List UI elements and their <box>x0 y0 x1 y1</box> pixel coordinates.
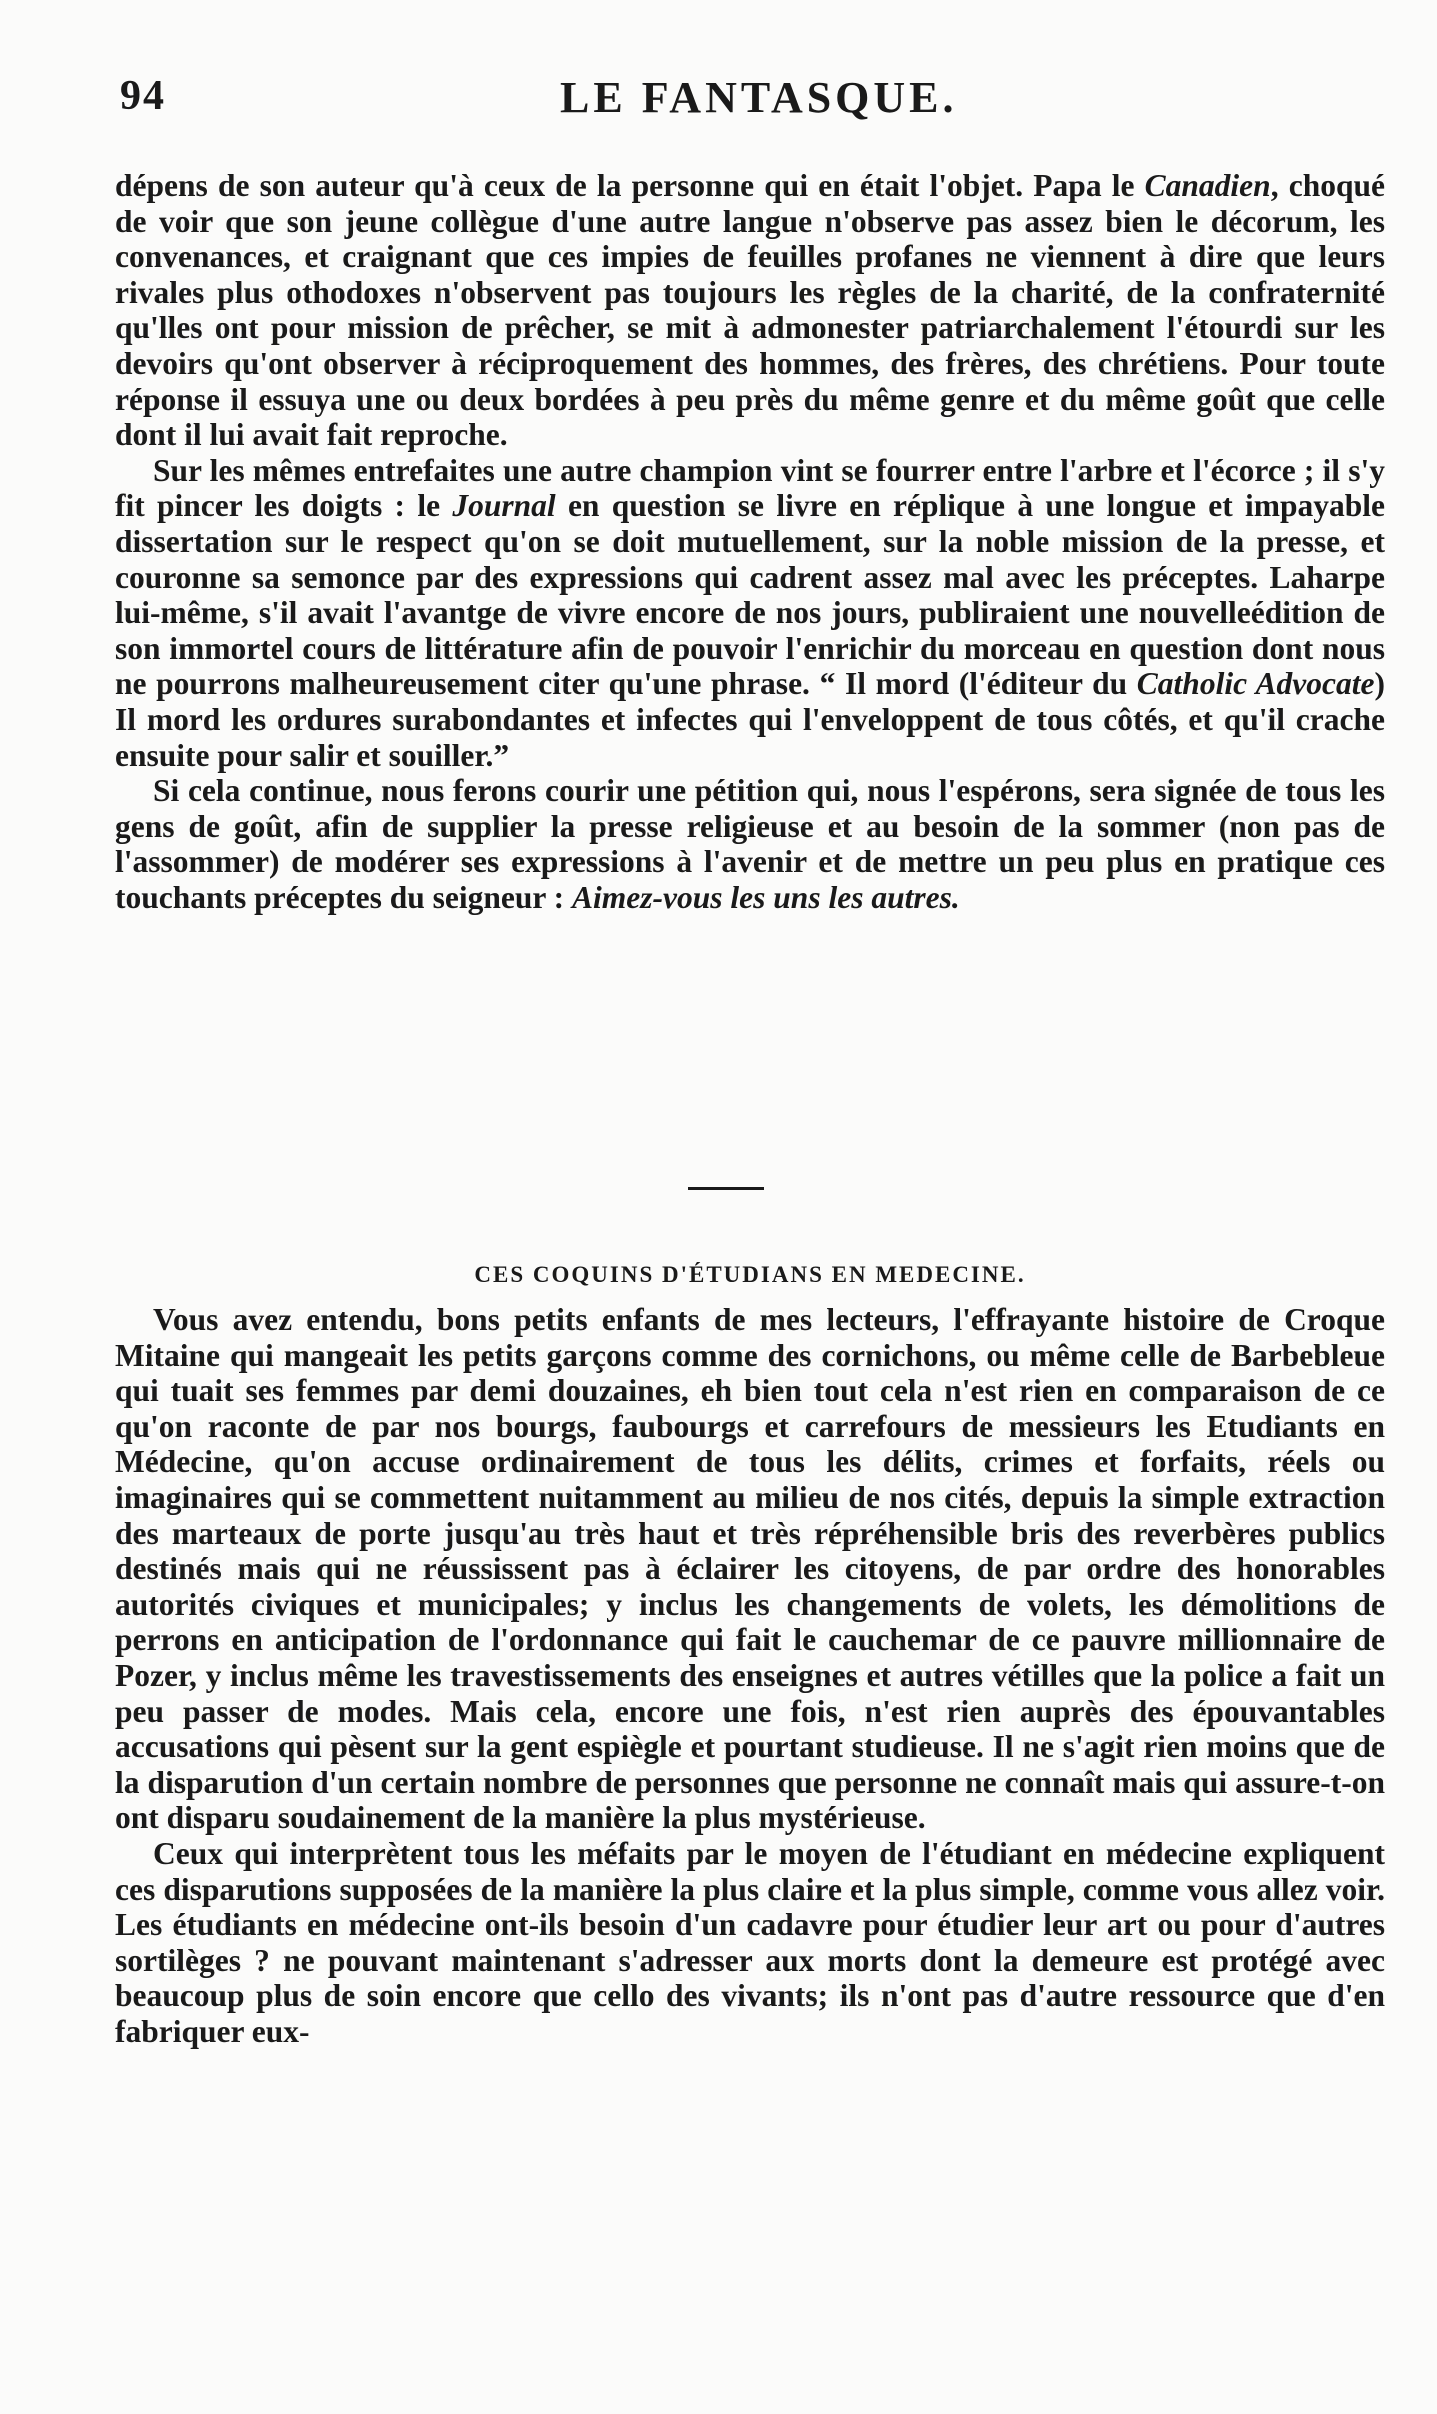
page-header <box>120 72 1350 142</box>
section-divider <box>688 1187 764 1190</box>
article-continued <box>115 168 1385 915</box>
paragraph: Si cela continue, nous ferons courir une pétition qui, nous l'espérons, sera signée de tous les gens de goût, afin de supplier la presse religieuse et au besoin de la sommer (non pas de l'assommer) de modérer ses expressions à l'avenir et de mettre un peu plus en pratique ces touchants préceptes du seigneur : Aimez-vous les uns les autres. <box>115 773 1385 915</box>
article-medical-students <box>115 1302 1385 2049</box>
paragraph: dépens de son auteur qu'à ceux de la personne qui en était l'objet. Papa le Canadien, choqué de voir que son jeune collègue d'une autre langue n'observe pas assez bien le décorum, les convenances, et craignant que ces impies de feuilles profanes ne viennent à dire que leurs rivales plus othodoxes n'observent pas toujours les règles de la charité, de la confraternité qu'lles ont pour mission de prêcher, se mit à admonester patriarchalement l'étourdi sur les devoirs qu'ont observer à réciproquement des hommes, des frères, des chrétiens. Pour toute réponse il essuya une ou deux bordées à peu près du même genre et du même goût que celle dont il lui avait fait reproche. <box>115 168 1386 453</box>
section-heading: CES COQUINS D'ÉTUDIANS EN MEDECINE. <box>474 1262 1026 1287</box>
paragraph: Vous avez entendu, bons petits enfants de mes lecteurs, l'effrayante histoire de Croque Mitaine qui mangeait les petits garçons comme des cornichons, ou même celle de Barbebleue qui tuait ses femmes par demi douzaines, eh bien tout cela n'est rien en comparaison de ce qu'on raconte de par nos bourgs, faubourgs et carrefours de messieurs les Etudiants en Médecine, qu'on accuse ordinairement de tous les délits, crimes et forfaits, réels ou imaginaires qui se commettent nuitamment au milieu de nos cités, depuis la simple extraction des marteaux de porte jusqu'au très haut et très répréhensible bris des reverbères publics destinés mais qui ne réussissent pas à éclairer les citoyens, de par ordre des honorables autorités civiques et municipales; y inclus les changements de volets, les démolitions de perrons en anticipation de l'ordonnance qui fait le cauchemar de ce pauvre millionnaire de Pozer, y inclus même les travestissements des enseignes et autres vétilles que la police a fait un peu passer de modes. Mais cela, encore une fois, n'est rien auprès des épouvantables accusations qui pèsent sur la gent espiègle et pourtant studieuse. Il ne s'agit rien moins que de la disparution d'un certain nombre de personnes que personne ne connaît mais qui assure-t-on ont disparu soudainement de la manière la plus mystérieuse. <box>115 1302 1385 1836</box>
journal-title: LE FANTASQUE. <box>560 73 958 122</box>
page-number: 94 <box>120 73 166 119</box>
paragraph: Sur les mêmes entrefaites une autre champion vint se fourrer entre l'arbre et l'écorce ; il s'y fit pincer les doigts : le Journal en question se livre en réplique à une longue et impayable dissertation sur le respect qu'on se doit mutuellement, sur la noble mission de la presse, et couronne sa semonce par des expressions qui cadrent assez mal avec les préceptes. Laharpe lui-même, s'il avait l'avantge de vivre encore de nos jours, publiraient une nouvelleédition de son immortel cours de littérature afin de pouvoir l'enrichir du morceau en question dont nous ne pourrons malheureusement citer qu'une phrase. “ Il mord (l'éditeur du Catholic Advocate) Il mord les ordures surabondantes et infectes qui l'enveloppent de tous côtés, et qu'il crache ensuite pour salir et souiller.” <box>115 452 1386 773</box>
paragraph: Ceux qui interprètent tous les méfaits par le moyen de l'étudiant en médecine expliquent ces disparutions supposées de la manière la plus claire et la plus simple, comme vous allez voir. Les étudiants en médecine ont-ils besoin d'un cadavre pour étudier leur art ou pour d'autres sortilèges ? ne pouvant maintenant s'adresser aux morts dont la demeure est protégé avec beaucoup plus de soin encore que cello des vivants; ils n'ont pas d'autre ressource que d'en fabriquer eux- <box>115 1835 1385 2049</box>
